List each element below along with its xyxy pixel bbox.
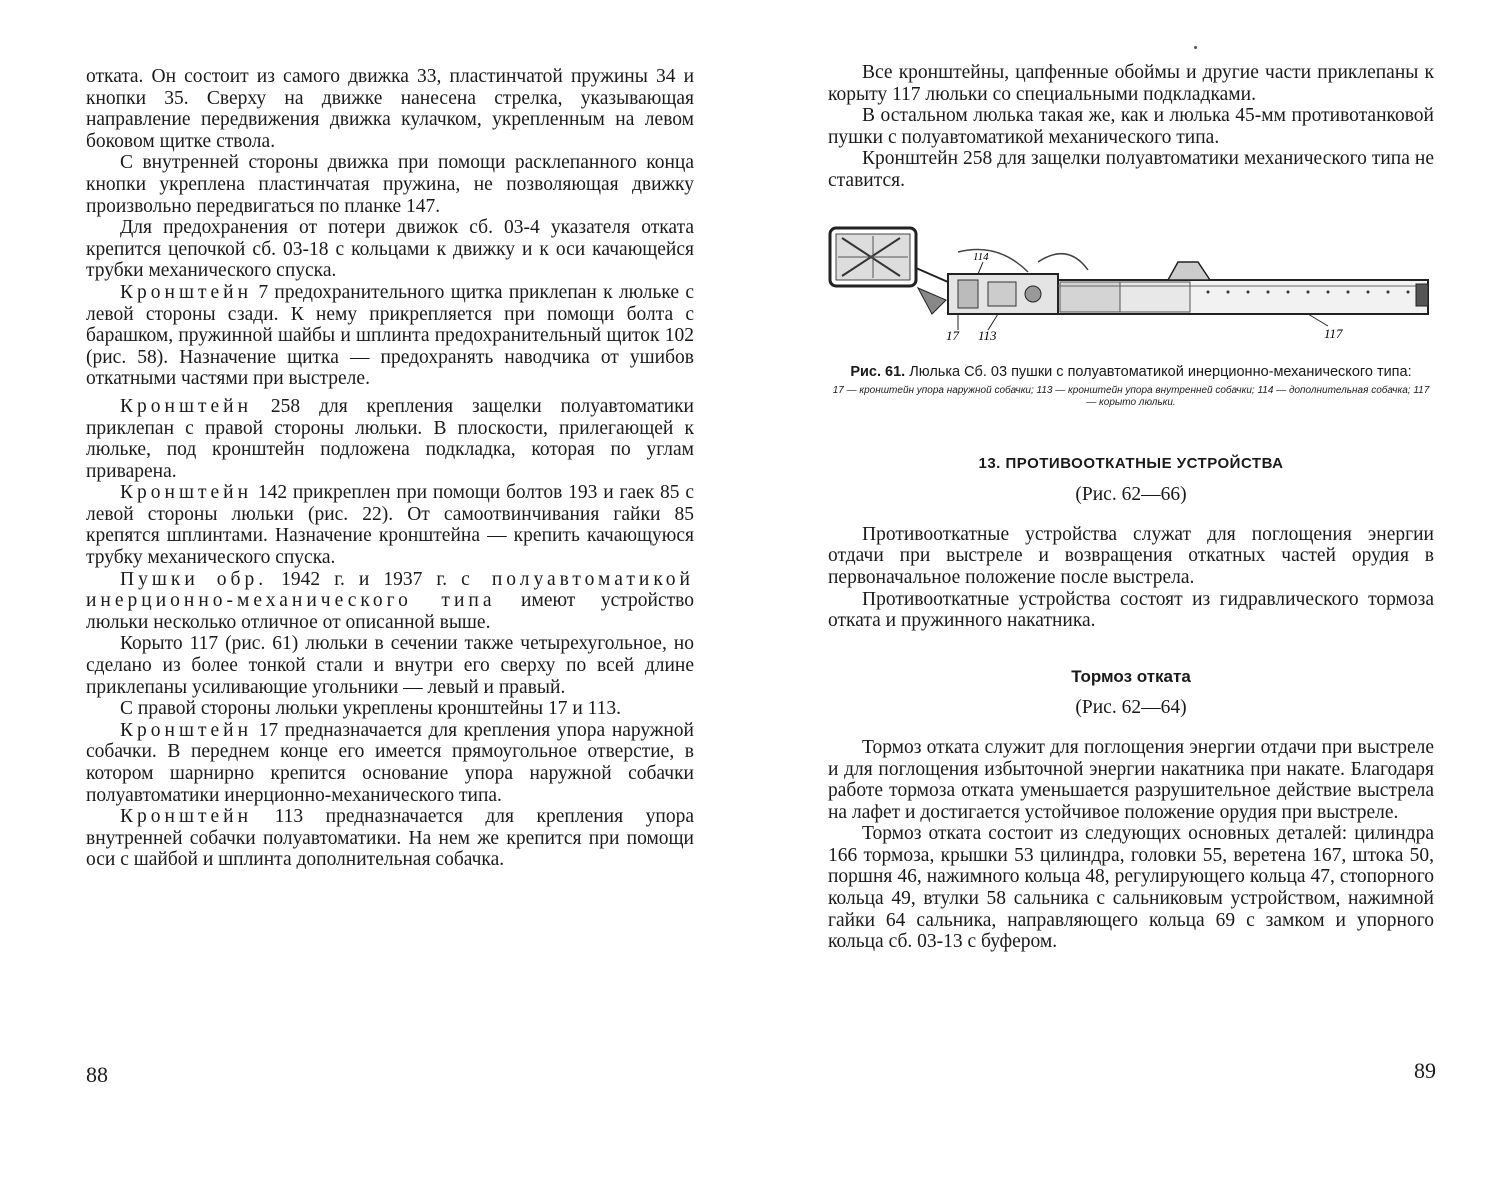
fig-label-114: 114 — [973, 250, 989, 263]
spaced-term: Кронштейн — [120, 719, 253, 741]
spaced-term: с полуавтоматикой инерционно-механического типа — [86, 568, 694, 612]
spaced-term: Кронштейн — [120, 395, 253, 417]
paragraph: Тормоз отката состоит из следующих основных деталей: цилиндра 166 тормоза, крышки 53 цилиндра, головки 55, веретена 167, штока 50, поршня 46, нажимного кольца 48, регулирующего кольца 47, стопорного кольца 49, втулки 58 сальника с сальниковым устройством, нажимной гайки 64 сальника, направляющего кольца 69 с замком и упорного кольца сб. 03-13 с буфером. — [828, 823, 1434, 953]
paragraph: Корыто 117 (рис. 61) люльки в сечении также четырехугольное, но сделано из более тонкой стали и внутри его сверху по всей длине приклепаны усиливающие угольники — левый и правый. — [86, 633, 694, 698]
paragraph: Противооткатные устройства служат для поглощения энергии отдачи при выстреле и возвращения откатных частей орудия в первоначальное положение после выстрела. — [828, 523, 1434, 588]
paragraph: Пушки обр. 1942 г. и 1937 г. с полуавтоматикой инерционно-механического типа имеют устройство люльки несколько отличное от описанной выше. — [86, 568, 694, 633]
page-number: 89 — [1414, 1058, 1436, 1083]
figure-caption: Рис. 61. Люлька Сб. 03 пушки с полуавтоматикой инерционно-механического типа: — [850, 363, 1412, 380]
page-number: 88 — [86, 1062, 108, 1087]
spaced-term: Пушки обр. — [120, 568, 268, 590]
section-figure-ref: (Рис. 62—66) — [1075, 484, 1187, 506]
cradle-drawing — [828, 222, 1434, 350]
spaced-term: Кронштейн — [120, 806, 253, 828]
paragraph: Для предохранения от потери движок сб. 03-4 указателя отката крепится цепочкой сб. 03-18 с кольцами к движку и к оси качающейся трубки механического спуска. — [86, 217, 694, 282]
paragraph: Кронштейн 142 прикреплен при помощи болтов 193 и гаек 85 с левой стороны люльки (рис. 22). От самоотвинчивания гайки 85 крепятся шплинтами. Назначение кронштейна — крепить качающуюся трубку механического спуска. — [86, 482, 694, 569]
paragraph: откатa. Он состоит из самого движка 33, пластинчатой пружины 34 и кнопки 35. Сверху на движке нанесена стрелка, указывающая направление передвижения движка кулачком, укрепленным на левом боковом щитке ствола. — [86, 66, 694, 152]
paragraph: Все кронштейны, цапфенные обоймы и другие части приклепаны к корыту 117 люльки со специальными подкладками. — [828, 62, 1434, 105]
paragraph: С правой стороны люльки укреплены кронштейны 17 и 113. — [120, 698, 622, 720]
spaced-term: Кронштейн — [120, 281, 253, 303]
subsection-title: Тормоз отката — [1071, 666, 1191, 686]
subsection-figure-ref: (Рис. 62—64) — [1075, 697, 1187, 719]
figure-cradle-illustration — [828, 222, 1434, 350]
paragraph: Кронштейн 258 для крепления защелки полуавтоматики приклепан с правой стороны люльки. В плоскости, прилегающей к люльке, под кронштейн подложена подкладка, которая по углам приварена. — [86, 395, 694, 482]
paragraph: Противооткатные устройства состоят из гидравлического тормоза отката и пружинного накатника. — [828, 588, 1434, 632]
right-page — [756, 0, 1512, 1179]
paragraph: В остальном люлька такая же, как и люлька 45-мм противотанковой пушки с полуавтоматикой механического типа. — [828, 105, 1434, 148]
paragraph: Кронштейн 113 предназначается для крепления упора внутренней собачки полуавтоматики. На нем же крепится при помощи оси с шайбой и шплинта дополнительная собачка. — [86, 806, 694, 871]
right-text-column — [828, 62, 1434, 953]
section-title: 13. ПРОТИВООТКАТНЫЕ УСТРОЙСТВА — [978, 454, 1284, 472]
paragraph: Кронштейн 17 предназначается для крепления упора наружной собачки. В переднем конце его имеется прямоугольное отверстие, в котором шарнирно крепится основание упора наружной собачки полуавтоматики инерционно-механического типа. — [86, 719, 694, 806]
paragraph: Тормоз отката служит для поглощения энергии отдачи при выстреле и для поглощения избыточной энергии накатника при накате. Благодаря работе тормоза отката уменьшается разрушительное действие выстрела на лафет и достигается устойчивое положение орудия при выстреле. — [828, 736, 1434, 823]
left-text-column — [86, 66, 694, 871]
paragraph: Кронштейн 7 предохранительного щитка приклепан к люльке с левой стороны сзади. К нему прикрепляется при помощи болта с барашком, пружинной шайбы и шплинта предохранительный щиток 102 (рис. 58). Назначение щитка — предохранять наводчика от ушибов откатными частями при выстреле. — [86, 281, 694, 390]
fig-label-117: 117 — [1324, 325, 1343, 341]
print-speck — [1194, 46, 1197, 49]
paragraph: Кронштейн 258 для защелки полуавтоматики механического типа не ставится. — [828, 148, 1434, 191]
figure-legend: 17 — кронштейн упора наружной собачки; 113 — кронштейн упора внутренней собачки; 114 — дополнительная собачка; 117 — корыто люльки. — [832, 384, 1430, 408]
paragraph: С внутренней стороны движка при помощи расклепанного конца кнопки укреплена пластинчатая пружина, не позволяющая движку произвольно передвигаться по планке 147. — [86, 152, 694, 217]
spaced-term: Кронштейн — [120, 482, 253, 504]
fig-label-113: 113 — [978, 327, 997, 343]
fig-label-17: 17 — [946, 327, 959, 343]
